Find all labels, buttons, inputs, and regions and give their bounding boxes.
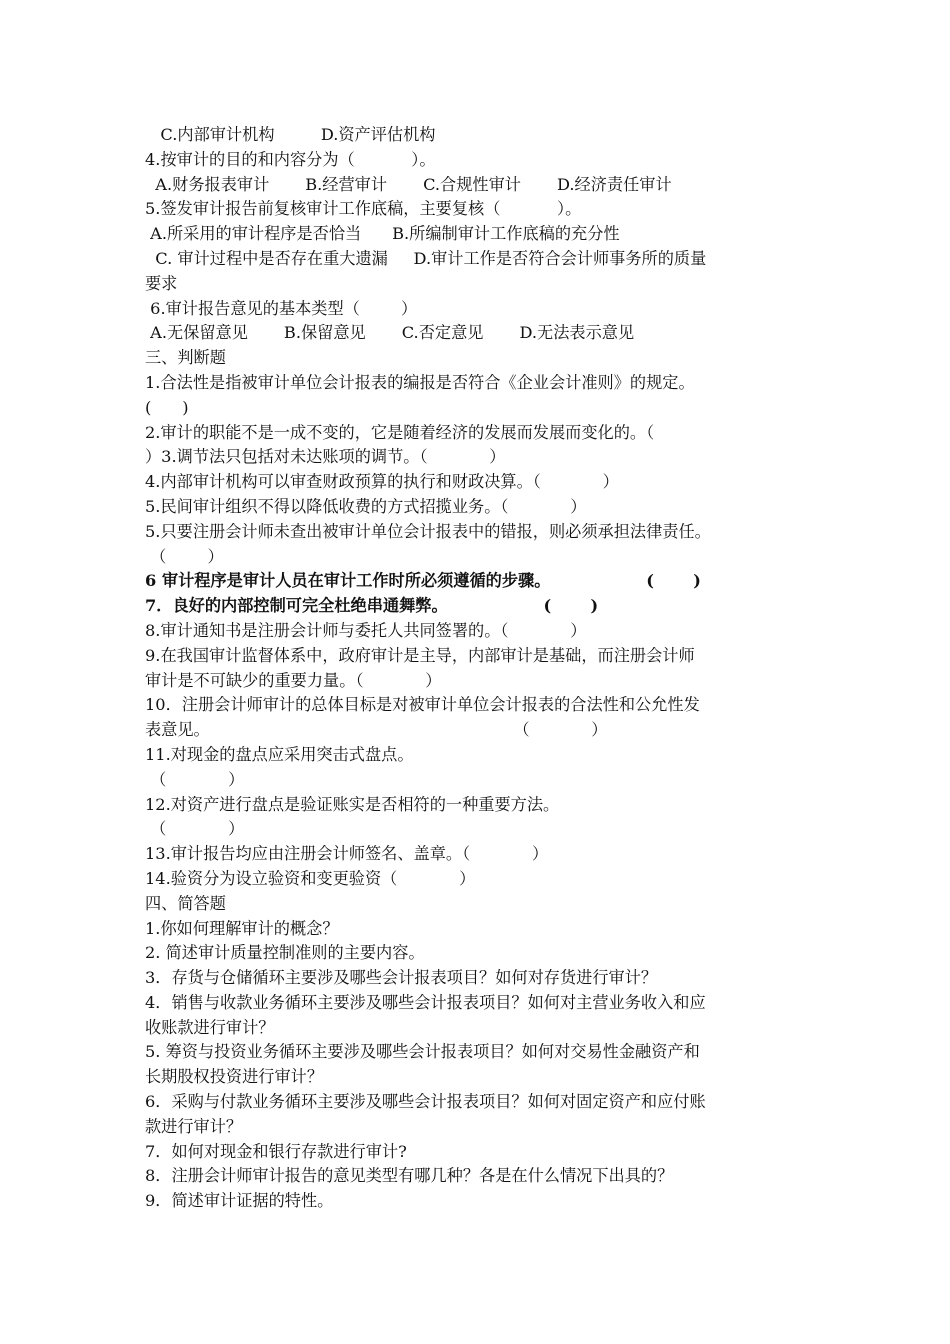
text-line: 13.审计报告均应由注册会计师签名、盖章。（ ） [145, 844, 549, 864]
document-page [145, 123, 810, 1214]
text-line: 6．采购与付款业务循环主要涉及哪些会计报表项目？如何对固定资产和应付账 [145, 1092, 706, 1112]
text-line: 5.签发审计报告前复核审计工作底稿，主要复核（ ）。 [145, 199, 582, 219]
text-line: 11.对现金的盘点应采用突击式盘点。 [145, 744, 414, 764]
text-line: 表意见。 （ ） [145, 720, 608, 740]
text-line: 要求 [145, 273, 178, 293]
text-line: 三、判断题 [145, 348, 226, 368]
text-line: （ ） [145, 769, 245, 789]
text-line: 12.对资产进行盘点是验证账实是否相符的一种重要方法。 [145, 794, 560, 814]
text-line: 4.按审计的目的和内容分为（ ）。 [145, 149, 436, 169]
text-line: C.内部审计机构 D.资产评估机构 [145, 125, 436, 144]
text-line: 6 审计程序是审计人员在审计工作时所必须遵循的步骤。 ( ) [145, 571, 701, 591]
text-line: 2. 简述审计质量控制准则的主要内容。 [145, 943, 425, 963]
text-line: 5.只要注册会计师未查出被审计单位会计报表中的错报，则必须承担法律责任。 [145, 521, 711, 541]
text-line: 4.内部审计机构可以审查财政预算的执行和财政决算。（ ） [145, 472, 619, 492]
text-line: （ ） [145, 546, 224, 566]
text-line: C. 审计过程中是否存在重大遗漏 D.审计工作是否符合会计师事务所的质量 [145, 248, 707, 268]
text-line: 8．注册会计师审计报告的意见类型有哪几种？各是在什么情况下出具的？ [145, 1166, 674, 1186]
text-line: 收账款进行审计？ [145, 1017, 275, 1037]
text-line: 四、简答题 [145, 893, 226, 913]
text-line: 9．简述审计证据的特性。 [145, 1191, 334, 1211]
text-line: 1.合法性是指被审计单位会计报表的编报是否符合《企业会计准则》的规定。 [145, 372, 695, 392]
text-line: 10．注册会计师审计的总体目标是对被审计单位会计报表的合法性和公允性发 [145, 695, 700, 715]
text-line: （ ） [145, 819, 245, 839]
text-line: 7．良好的内部控制可完全杜绝串通舞弊。 ( ) [145, 596, 599, 616]
text-line: 6.审计报告意见的基本类型（ ） [145, 298, 418, 318]
text-line: 8.审计通知书是注册会计师与委托人共同签署的。（ ） [145, 620, 587, 640]
text-line: 2.审计的职能不是一成不变的，它是随着经济的发展而发展而变化的。（ [145, 422, 655, 442]
text-line: A.所采用的审计程序是否恰当 B.所编制审计工作底稿的充分性 [145, 224, 620, 244]
text-line: ）3.调节法只包括对未达账项的调节。（ ） [145, 447, 506, 467]
text-line: 14.验资分为设立验资和变更验资（ ） [145, 868, 476, 888]
text-line: 审计是不可缺少的重要力量。（ ） [145, 670, 442, 690]
text-line: 1.你如何理解审计的概念？ [145, 918, 339, 938]
text-line: A.无保留意见 B.保留意见 C.否定意见 D.无法表示意见 [145, 323, 635, 343]
text-line: ( ) [145, 397, 189, 417]
text-line: 7．如何对现金和银行存款进行审计? [145, 1141, 407, 1161]
text-line: 4．销售与收款业务循环主要涉及哪些会计报表项目？如何对主营业务收入和应 [145, 992, 706, 1012]
text-line: 长期股权投资进行审计？ [145, 1067, 324, 1087]
text-line: 3．存货与仓储循环主要涉及哪些会计报表项目？如何对存货进行审计？ [145, 968, 658, 988]
text-line: 款进行审计？ [145, 1116, 243, 1136]
text-line: 5. 筹资与投资业务循环主要涉及哪些会计报表项目？如何对交易性金融资产和 [145, 1042, 700, 1062]
text-line: A.财务报表审计 B.经营审计 C.合规性审计 D.经济责任审计 [145, 174, 672, 194]
text-line: 9.在我国审计监督体系中，政府审计是主导，内部审计是基础，而注册会计师 [145, 645, 695, 665]
text-line: 5.民间审计组织不得以降低收费的方式招揽业务。（ ） [145, 496, 587, 516]
